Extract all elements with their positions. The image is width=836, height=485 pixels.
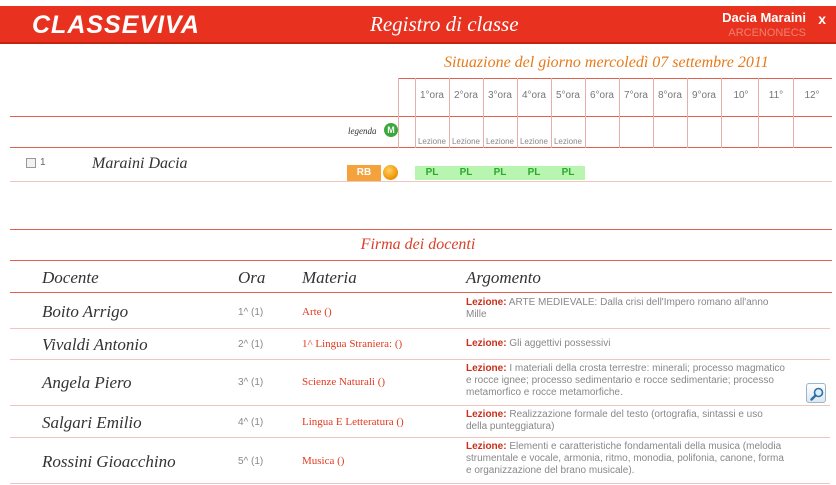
- grid-divider: [10, 147, 832, 148]
- legend-label: legenda: [348, 126, 377, 136]
- row-divider: [10, 359, 830, 360]
- search-button[interactable]: [806, 383, 826, 403]
- day-situation-title: Situazione del giorno mercoledì 07 settembre 2011: [444, 54, 769, 71]
- teacher-name: Angela Piero: [42, 373, 132, 392]
- teacher-name: Rossini Gioacchino: [42, 452, 176, 471]
- hour-cell: 4^ (1): [238, 417, 264, 428]
- status-dot-icon[interactable]: [383, 165, 398, 180]
- grid-divider: [10, 116, 832, 117]
- presence-badge[interactable]: PL: [415, 166, 449, 180]
- hour-header: 2°ora: [453, 90, 478, 101]
- hour-header: 7°ora: [623, 90, 648, 101]
- row-divider: [10, 405, 830, 406]
- subject-cell[interactable]: Musica (): [302, 455, 345, 467]
- column-header-ora: Ora: [238, 268, 266, 287]
- presence-badge[interactable]: PL: [449, 166, 483, 180]
- hour-header: 12°: [804, 90, 820, 101]
- topic-cell: Lezione: Gli aggettivi possessivi: [466, 338, 611, 349]
- hour-header: 6°ora: [589, 90, 614, 101]
- subject-cell[interactable]: Lingua E Letteratura (): [302, 416, 404, 428]
- topic-cell: Lezione: Realizzazione formale del testo (ortografia, sintassi e uso della punteggiatura): [466, 409, 763, 432]
- subject-cell[interactable]: Scienze Naturali (): [302, 376, 386, 388]
- hour-cell: 3^ (1): [238, 377, 264, 388]
- row-divider: [10, 483, 830, 484]
- presence-badge[interactable]: PL: [551, 166, 585, 180]
- presence-badge[interactable]: PL: [483, 166, 517, 180]
- hour-cell: 5^ (1): [238, 456, 264, 467]
- hour-cell: 2^ (1): [238, 339, 264, 350]
- app-header: [0, 6, 836, 44]
- section-divider: [10, 260, 832, 261]
- hour-header: 9°ora: [691, 90, 716, 101]
- lesson-label: Lezione: [519, 137, 549, 146]
- row-divider: [10, 328, 830, 329]
- teacher-signature-title: Firma dei docenti: [360, 236, 476, 253]
- lesson-label: Lezione: [485, 137, 515, 146]
- hour-header: 3°ora: [487, 90, 512, 101]
- grid-divider: [10, 181, 832, 182]
- hour-header: 8°ora: [657, 90, 682, 101]
- hour-cell: 1^ (1): [238, 307, 264, 318]
- subject-cell[interactable]: 1^ Lingua Straniera: (): [302, 338, 403, 350]
- column-header-docente: Docente: [42, 268, 99, 287]
- grid-divider: [398, 78, 832, 79]
- close-button[interactable]: x: [818, 11, 826, 27]
- teacher-name: Boito Arrigo: [42, 302, 129, 321]
- hour-header: 5°ora: [555, 90, 580, 101]
- hour-header: 11°: [768, 90, 784, 101]
- column-header-materia: Materia: [302, 268, 357, 287]
- lesson-label: Lezione: [553, 137, 583, 146]
- student-number: 1: [40, 157, 46, 168]
- page-title: Registro di classe: [370, 12, 519, 36]
- hour-header: 10°: [733, 90, 749, 101]
- table-header-divider: [10, 292, 832, 293]
- teacher-name: Salgari Emilio: [42, 413, 142, 432]
- teacher-name: Vivaldi Antonio: [42, 335, 148, 354]
- lesson-label: Lezione: [451, 137, 481, 146]
- presence-badge[interactable]: PL: [517, 166, 551, 180]
- topic-cell: Lezione: Elementi e caratteristiche fondamentali della musica (melodia strumentale e vocale, armonia, ritmo, monodia, polifonia, canone, forma e organizzazione del brano musicale).: [466, 441, 784, 476]
- hour-header: 4°ora: [521, 90, 546, 101]
- user-school: ARCENONECS: [728, 27, 806, 39]
- student-checkbox[interactable]: [26, 158, 36, 168]
- subject-cell[interactable]: Arte (): [302, 306, 332, 318]
- student-name[interactable]: Maraini Dacia: [92, 155, 188, 172]
- lesson-label: Lezione: [417, 137, 447, 146]
- topic-cell: Lezione: ARTE MEDIEVALE: Dalla crisi dell'Impero romano all'anno Mille: [466, 297, 769, 320]
- section-divider: [10, 229, 832, 230]
- column-header-argomento: Argomento: [466, 268, 541, 287]
- topic-cell: Lezione: I materiali della crosta terrestre: minerali; processo magmatico e rocce ignee; processo sedimentario e rocce sedimentarie; processo metamorfico e rocce metamorfiche.: [466, 363, 785, 398]
- row-divider: [10, 437, 830, 438]
- user-name: Dacia Maraini: [722, 10, 806, 25]
- rb-badge[interactable]: RB: [347, 165, 381, 181]
- app-logo[interactable]: CLASSEVIVA: [32, 11, 200, 39]
- legend-m-icon[interactable]: M: [384, 123, 398, 137]
- hour-header: 1°ora: [419, 90, 444, 101]
- search-icon: [809, 386, 825, 402]
